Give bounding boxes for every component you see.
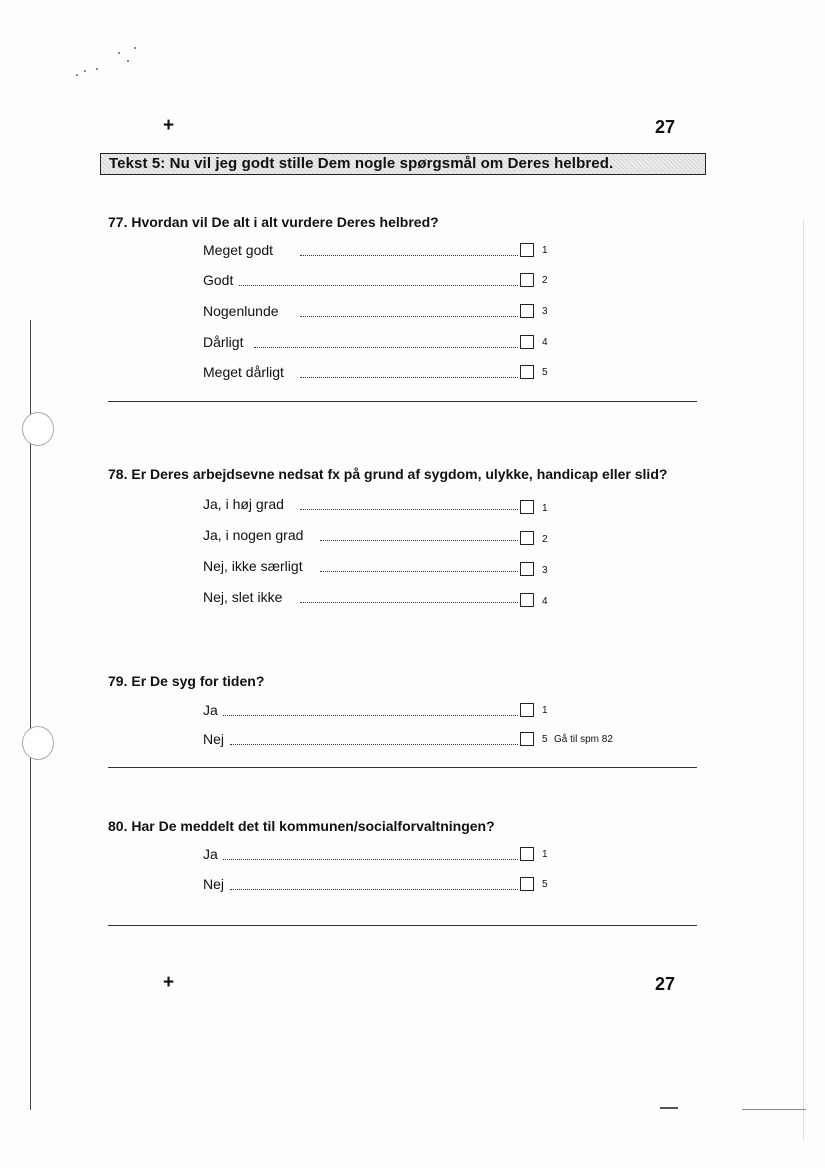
crop-mark-bottom: + (163, 972, 175, 993)
answer-code: 3 (542, 306, 548, 317)
punch-hole (22, 726, 54, 760)
option-label: Godt (203, 272, 236, 288)
option-label: Ja, i høj grad (203, 496, 287, 512)
question-78: 78. Er Deres arbejdsevne nedsat fx på grund af sygdom, ulykke, handicap eller slid? (108, 466, 668, 482)
option-label: Nej (203, 731, 227, 747)
dot-leader (300, 602, 518, 603)
dot-leader (300, 316, 518, 317)
option-label: Ja, i nogen grad (203, 527, 306, 543)
answer-code: 5 (542, 879, 548, 890)
dot-leader (223, 715, 518, 716)
option-row (203, 242, 633, 262)
dot-leader (223, 859, 518, 860)
question-80: 80. Har De meddelt det til kommunen/socialforvaltningen? (108, 818, 495, 834)
question-77: 77. Hvordan vil De alt i alt vurdere Deres helbred? (108, 214, 439, 230)
option-label: Ja (203, 702, 221, 718)
option-row (203, 702, 633, 722)
dot-leader (320, 571, 518, 572)
dot-leader (239, 285, 518, 286)
answer-code: 2 (542, 534, 548, 545)
answer-checkbox[interactable] (520, 273, 534, 287)
answer-checkbox[interactable] (520, 703, 534, 717)
scan-mark (742, 1109, 806, 1110)
section-divider (108, 401, 697, 402)
answer-checkbox[interactable] (520, 732, 534, 746)
dot-leader (300, 509, 518, 510)
dot-leader (300, 377, 518, 378)
option-row (203, 527, 633, 547)
option-label: Meget dårligt (203, 364, 287, 380)
answer-code: 3 (542, 565, 548, 576)
scan-mark (660, 1107, 678, 1109)
answer-code: 5 (542, 734, 548, 745)
option-row (203, 303, 633, 323)
answer-checkbox[interactable] (520, 500, 534, 514)
skip-instruction: Gå til spm 82 (554, 734, 613, 745)
answer-checkbox[interactable] (520, 243, 534, 257)
option-row (203, 364, 633, 384)
answer-code: 4 (542, 596, 548, 607)
scan-speck (76, 74, 78, 76)
answer-checkbox[interactable] (520, 335, 534, 349)
dot-leader (300, 255, 518, 256)
option-row (203, 272, 633, 292)
answer-code: 5 (542, 367, 548, 378)
answer-code: 1 (542, 245, 548, 256)
section-header-text: Tekst 5: Nu vil jeg godt stille Dem nogle spørgsmål om Deres helbred. (109, 155, 614, 172)
question-79: 79. Er De syg for tiden? (108, 673, 265, 689)
option-row (203, 334, 633, 354)
answer-checkbox[interactable] (520, 877, 534, 891)
dot-leader (230, 889, 518, 890)
answer-code: 1 (542, 849, 548, 860)
option-label: Ja (203, 846, 221, 862)
answer-checkbox[interactable] (520, 304, 534, 318)
dot-leader (320, 540, 518, 541)
option-label: Nej, slet ikke (203, 589, 285, 605)
option-row (203, 731, 633, 751)
dot-leader (230, 744, 518, 745)
option-row (203, 846, 633, 866)
page-number-top: 27 (655, 117, 676, 137)
answer-checkbox[interactable] (520, 593, 534, 607)
scan-speck (127, 60, 129, 62)
option-label: Meget godt (203, 242, 276, 258)
answer-checkbox[interactable] (520, 531, 534, 545)
crop-mark-top: + (163, 115, 175, 136)
option-label: Nogenlunde (203, 303, 282, 319)
section-divider (108, 925, 697, 926)
option-row (203, 496, 633, 516)
answer-code: 2 (542, 275, 548, 286)
answer-checkbox[interactable] (520, 365, 534, 379)
option-row (203, 589, 633, 609)
scan-edge-line-right (803, 220, 804, 1140)
punch-hole (22, 412, 54, 446)
page-number-bottom: 27 (655, 974, 676, 994)
answer-checkbox[interactable] (520, 847, 534, 861)
section-divider (108, 767, 697, 768)
answer-code: 1 (542, 705, 548, 716)
option-label: Nej, ikke særligt (203, 558, 306, 574)
option-label: Nej (203, 876, 227, 892)
scan-speck (84, 70, 86, 72)
scan-speck (96, 68, 98, 70)
option-label: Dårligt (203, 334, 246, 350)
section-header-box (100, 153, 706, 175)
answer-code: 1 (542, 503, 548, 514)
scan-speck (134, 47, 136, 49)
answer-checkbox[interactable] (520, 562, 534, 576)
answer-code: 4 (542, 337, 548, 348)
option-row (203, 558, 633, 578)
scan-speck (118, 52, 120, 54)
option-row (203, 876, 633, 896)
dot-leader (254, 347, 518, 348)
